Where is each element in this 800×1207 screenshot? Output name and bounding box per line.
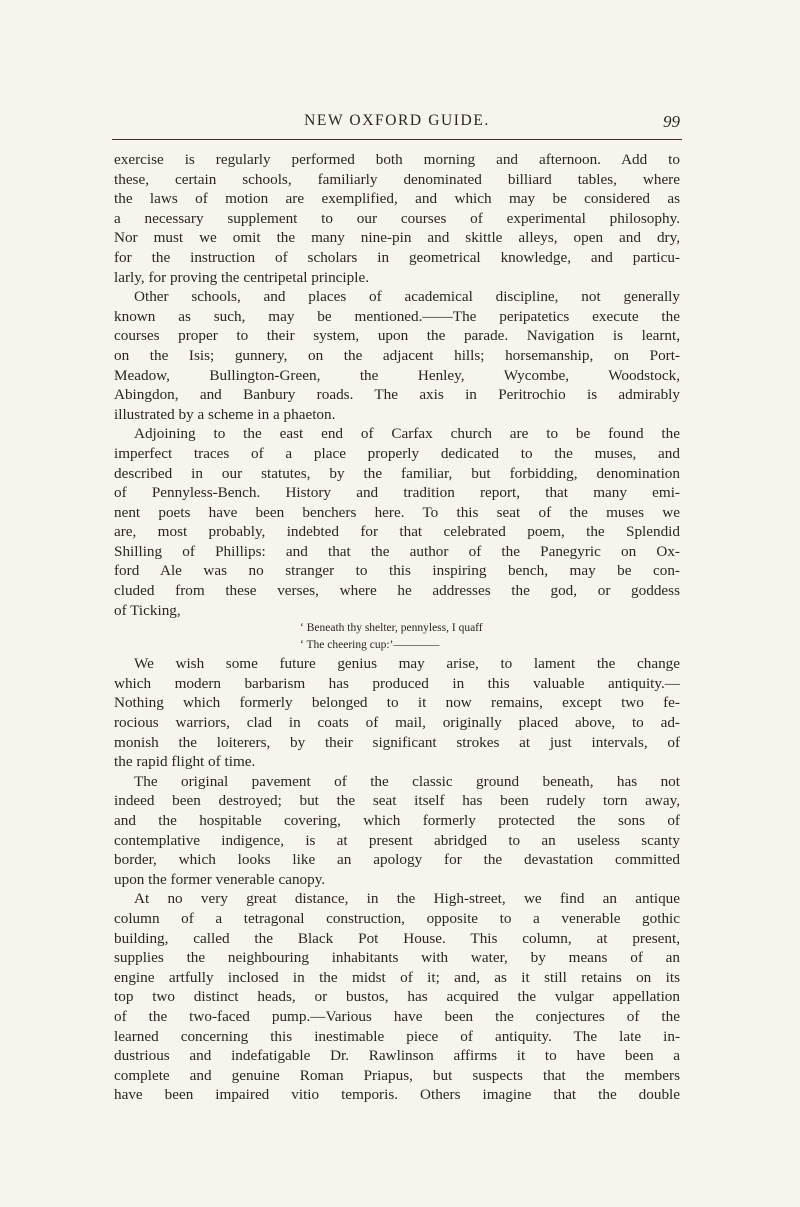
text-line: these, certain schools, familiarly denominated billiard tables, where xyxy=(114,170,680,188)
text-line: column of a tetragonal construction, opposite to a venerable gothic xyxy=(114,909,680,927)
text-line: and the hospitable covering, which formerly protected the sons of xyxy=(114,812,680,829)
body-part-one xyxy=(114,150,680,620)
text-line: top two distinct heads, or bustos, has acquired the vulgar appellation xyxy=(114,988,680,1006)
text-line: courses proper to their system, upon the parade. Navigation is learnt, xyxy=(114,327,680,345)
text-line: Other schools, and places of academical discipline, not generally xyxy=(134,288,680,306)
text-line: on the Isis; gunnery, on the adjacent hills; horsemanship, on Port- xyxy=(114,346,680,364)
text-line: of Ticking, xyxy=(114,601,181,619)
text-line: Adjoining to the east end of Carfax church are to be found the xyxy=(134,425,680,443)
text-line: a necessary supplement to our courses of experimental philosophy. xyxy=(114,209,680,227)
body-part-two xyxy=(114,654,680,1105)
verse-quotation xyxy=(114,620,680,654)
text-line: the rapid flight of time. xyxy=(114,753,256,771)
text-line: cluded from these verses, where he addresses the god, or goddess xyxy=(114,582,680,600)
text-line: rocious warriors, clad in coats of mail, originally placed above, to ad- xyxy=(114,714,680,732)
text-line: for the instruction of scholars in geometrical knowledge, and particu- xyxy=(114,248,680,266)
page-header xyxy=(114,112,680,138)
text-line: contemplative indigence, is at present abridged to an useless scanty xyxy=(114,831,680,849)
text-line: imperfect traces of a place properly dedicated to the muses, and xyxy=(114,444,680,462)
text-line: Nor must we omit the many nine-pin and skittle alleys, open and dry, xyxy=(114,229,680,247)
text-line: indeed been destroyed; but the seat itself has been rudely torn away, xyxy=(114,792,680,810)
header-rule xyxy=(112,139,682,140)
running-head: NEW OXFORD GUIDE. xyxy=(304,112,490,129)
text-line: nent poets have been benchers here. To this seat of the muses we xyxy=(114,503,680,521)
text-line: exercise is regularly performed both morning and afternoon. Add to xyxy=(114,151,680,168)
text-line: larly, for proving the centripetal principle. xyxy=(114,268,369,286)
text-line: border, which looks like an apology for the devastation committed xyxy=(114,851,680,869)
text-line: supplies the neighbouring inhabitants with water, by means of an xyxy=(114,949,680,967)
text-line: have been impaired vitio temporis. Others imagine that the double xyxy=(114,1086,680,1104)
text-line: Abingdon, and Banbury roads. The axis in Peritrochio is admirably xyxy=(114,386,680,404)
text-line: complete and genuine Roman Priapus, but suspects that the members xyxy=(114,1066,680,1084)
text-line: known as such, may be mentioned.——The peripatetics execute the xyxy=(114,307,680,325)
verse-line: ‘ Beneath thy shelter, pennyless, I quaff xyxy=(300,622,483,635)
text-line: building, called the Black Pot House. This column, at present, xyxy=(114,929,680,947)
body-text xyxy=(114,150,680,1105)
text-line: learned concerning this inestimable piece of antiquity. The late in- xyxy=(114,1027,680,1045)
text-line: of the two-faced pump.—Various have been the conjectures of the xyxy=(114,1007,680,1025)
text-line: At no very great distance, in the High-street, we find an antique xyxy=(134,890,680,908)
text-line: Shilling of Phillips: and that the author of the Panegyric on Ox- xyxy=(114,542,680,560)
verse-line: ‘ The cheering cup:’———— xyxy=(300,639,440,652)
text-line: illustrated by a scheme in a phaeton. xyxy=(114,405,336,423)
text-line: We wish some future genius may arise, to lament the change xyxy=(134,655,680,673)
text-line: monish the loiterers, by their significant strokes at just intervals, of xyxy=(114,733,680,751)
text-line: The original pavement of the classic ground beneath, has not xyxy=(134,772,680,790)
text-line: ford Ale was no stranger to this inspiring bench, may be con- xyxy=(114,562,680,580)
text-line: Meadow, Bullington-Green, the Henley, Wycombe, Woodstock, xyxy=(114,366,680,384)
text-line: described in our statutes, by the familiar, but forbidding, denomination xyxy=(114,464,680,482)
text-line: are, most probably, indebted for that celebrated poem, the Splendid xyxy=(114,523,680,541)
text-line: the laws of motion are exemplified, and which may be considered as xyxy=(114,190,680,208)
text-line: dustrious and indefatigable Dr. Rawlinson affirms it to have been a xyxy=(114,1047,680,1065)
text-line: of Pennyless-Bench. History and tradition report, that many emi- xyxy=(114,484,680,502)
text-line: Nothing which formerly belonged to it now remains, except two fe- xyxy=(114,694,680,712)
text-line: which modern barbarism has produced in this valuable antiquity.— xyxy=(114,674,680,692)
page-number: 99 xyxy=(663,112,680,131)
text-line: engine artfully inclosed in the midst of it; and, as it still retains on its xyxy=(114,968,680,986)
text-line: upon the former venerable canopy. xyxy=(114,870,326,888)
